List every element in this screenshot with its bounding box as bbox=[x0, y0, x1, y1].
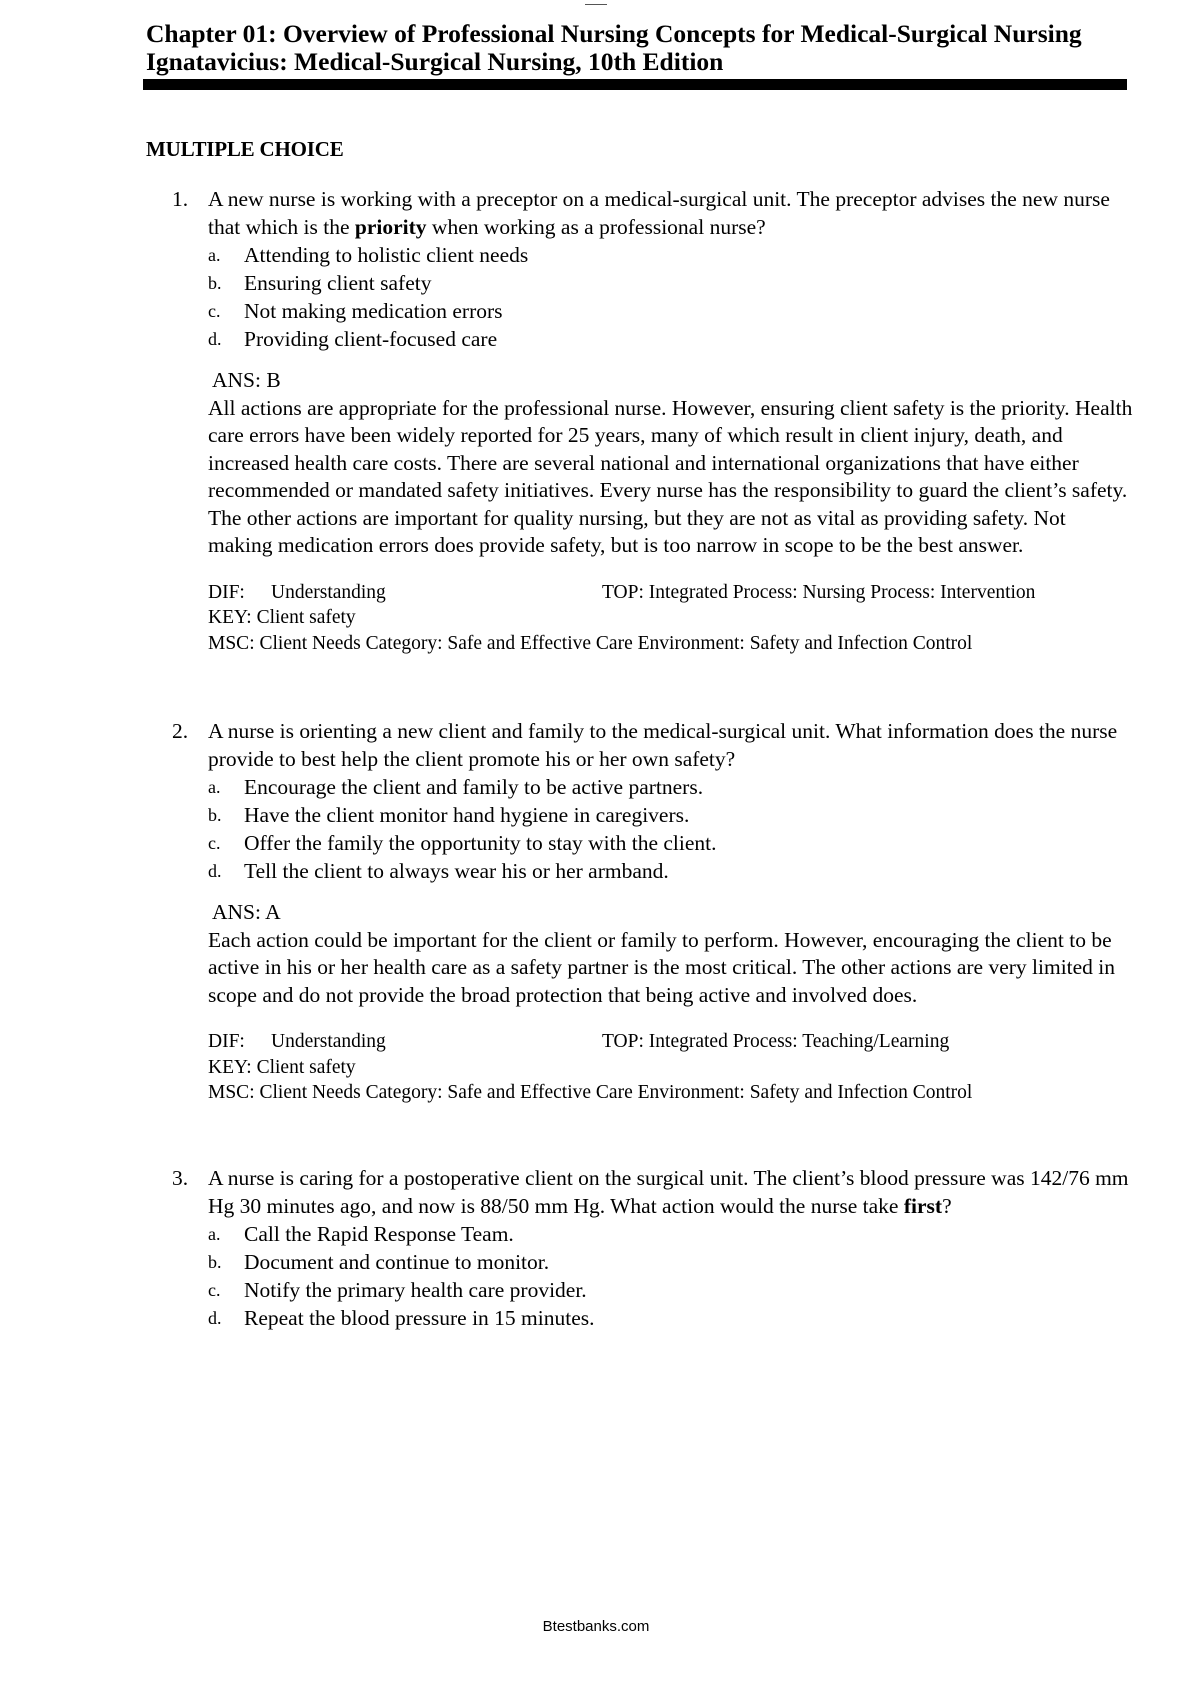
msc-category: MSC: Client Needs Category: Safe and Effective Care Environment: Safety and Infection Control bbox=[208, 1082, 973, 1103]
question-number: 2. bbox=[172, 719, 189, 743]
answer-key: ANS: A bbox=[212, 900, 281, 924]
option-a: a. Call the Rapid Response Team. bbox=[208, 1222, 514, 1246]
option-b: b. Ensuring client safety bbox=[208, 271, 432, 295]
question-number: 1. bbox=[172, 187, 189, 211]
question-2 bbox=[172, 718, 1134, 1106]
msc-category: MSC: Client Needs Category: Safe and Effective Care Environment: Safety and Infection Control bbox=[208, 632, 973, 654]
option-d: d. Tell the client to always wear his or her armband. bbox=[208, 859, 669, 883]
answer-block bbox=[208, 367, 1134, 560]
page-header bbox=[146, 20, 1126, 76]
option-c: c. Notify the primary health care provider. bbox=[208, 1278, 587, 1302]
options-list bbox=[208, 1220, 1134, 1332]
footer-watermark: Btestbanks.com bbox=[542, 1618, 650, 1635]
question-3 bbox=[172, 1165, 1134, 1332]
option-b: b. Have the client monitor hand hygiene in caregivers. bbox=[208, 803, 690, 827]
options-list bbox=[208, 241, 1134, 353]
option-c: c. Offer the family the opportunity to stay with the client. bbox=[208, 831, 717, 855]
rationale: Each action could be important for the client or family to perform. However, encouraging the client to be active in his or her health care as a safety partner is the most critical. The other actions are very limited in scope and do not provide the broad protection that being active and involved does. bbox=[208, 927, 1116, 1007]
book-title: Ignatavicius: Medical-Surgical Nursing, 10th Edition bbox=[146, 47, 724, 76]
difficulty: Understanding bbox=[271, 1031, 386, 1052]
dif-label: DIF: bbox=[208, 1031, 245, 1052]
option-d: d. Providing client-focused care bbox=[208, 327, 498, 351]
dif-label: DIF: bbox=[208, 581, 245, 603]
answer-key: ANS: B bbox=[212, 368, 281, 392]
option-c: c. Not making medication errors bbox=[208, 299, 503, 323]
question-meta bbox=[208, 1029, 1134, 1106]
question-stem: A new nurse is working with a preceptor on a medical-surgical unit. The preceptor advises the new nurse that which is the priority when working as a professional nurse? bbox=[208, 187, 1110, 239]
options-list bbox=[208, 773, 1134, 885]
option-b: b. Document and continue to monitor. bbox=[208, 1250, 550, 1274]
option-a: a. Attending to holistic client needs bbox=[208, 243, 529, 267]
header-rule bbox=[143, 79, 1127, 90]
section-title: MULTIPLE CHOICE bbox=[146, 137, 344, 161]
topic: TOP: Integrated Process: Nursing Process: Intervention bbox=[602, 581, 1036, 603]
question-stem: A nurse is caring for a postoperative client on the surgical unit. The client’s blood pressure was 142/76 mm Hg 30 minutes ago, and now is 88/50 mm Hg. What action would the nurse take first? bbox=[208, 1166, 1129, 1218]
chapter-title: Chapter 01: Overview of Professional Nursing Concepts for Medical-Surgical Nursing bbox=[146, 19, 1082, 48]
option-d: d. Repeat the blood pressure in 15 minutes. bbox=[208, 1306, 595, 1330]
question-1 bbox=[172, 186, 1134, 656]
keyword: KEY: Client safety bbox=[208, 1056, 356, 1078]
option-a: a. Encourage the client and family to be active partners. bbox=[208, 775, 704, 799]
question-number: 3. bbox=[172, 1166, 189, 1190]
question-meta bbox=[208, 580, 1134, 657]
difficulty: Understanding bbox=[271, 581, 386, 603]
topic: TOP: Integrated Process: Teaching/Learning bbox=[602, 1031, 950, 1052]
question-stem: A nurse is orienting a new client and family to the medical-surgical unit. What information does the nurse provide to best help the client promote his or her own safety? bbox=[208, 719, 1118, 771]
top-mark bbox=[585, 4, 607, 5]
rationale: All actions are appropriate for the professional nurse. However, ensuring client safety is the priority. Health care errors have been widely reported for 25 years, many of which result in client injury, death, and increased health care costs. There are several national and international organizations that have either recommended or mandated safety initiatives. Every nurse has the responsibility to guard the client’s safety. The other actions are important for quality nursing, but they are not as vital as providing safety. Not making medication errors does provide safety, but is too narrow in scope to be the best answer. bbox=[208, 395, 1133, 557]
keyword: KEY: Client safety bbox=[208, 607, 356, 628]
answer-block bbox=[208, 899, 1134, 1009]
